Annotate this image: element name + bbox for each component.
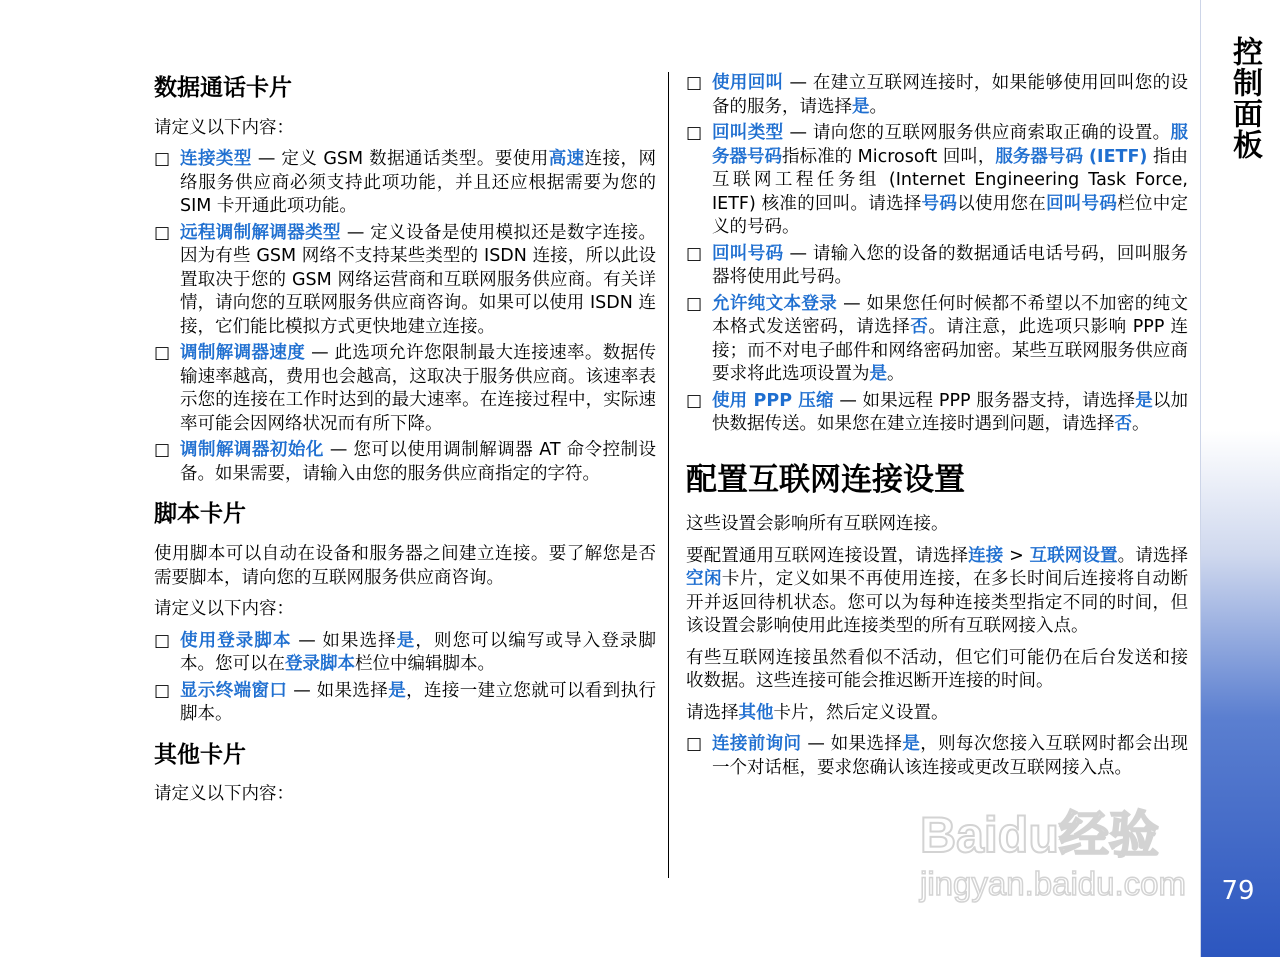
sidebar-title: 控制面板 bbox=[1227, 36, 1262, 160]
list-script bbox=[154, 630, 656, 727]
body-text: 这些设置会影响所有互联网连接。 bbox=[686, 514, 949, 535]
body-text: — 在建立互联网连接时，如果能够使用回叫您的设备的服务，请选择 bbox=[712, 73, 1189, 117]
list-item bbox=[154, 680, 656, 727]
highlight-term: 是 bbox=[1135, 390, 1153, 411]
checkbox-bullet-icon: □ bbox=[154, 149, 171, 170]
highlight-term: 高速 bbox=[548, 149, 585, 170]
highlight-term: 是 bbox=[902, 734, 921, 755]
body-text: ，连接一建立您就可以看到执行脚本。 bbox=[180, 680, 657, 724]
body-text: 。请注意，此选项只影响 PPP 连接；而不对电子邮件和网络密码加密。某些互联网服务供应商要求将此选项设置为 bbox=[712, 317, 1188, 384]
list-item bbox=[686, 243, 1188, 290]
list-item-text bbox=[712, 122, 1188, 240]
body-text: — 如果选择 bbox=[287, 680, 389, 701]
highlight-term: 回叫类型 bbox=[712, 123, 784, 143]
body-text: — 此选项允许您限制最大连接速率。数据传输速率越高，费用也会越高，这取决于服务供应商。该速率表示您的连接在工作时达到的最大速率。在连接过程中，实际速率可能会因网络状况而有所下降。 bbox=[180, 343, 657, 434]
para-script: 使用脚本可以自动在设备和服务器之间建立连接。要了解您是否需要脚本，请向您的互联网服务供应商咨询。 bbox=[154, 544, 656, 588]
list-item-text bbox=[180, 148, 656, 219]
checkbox-bullet-icon: □ bbox=[686, 123, 703, 143]
paragraph bbox=[686, 702, 1188, 726]
checkbox-bullet-icon: □ bbox=[154, 440, 171, 461]
body-text: 栏位中定义的号码。 bbox=[712, 193, 1189, 237]
highlight-term: 是 bbox=[396, 630, 416, 651]
watermark-logo: Baidu经验 bbox=[920, 807, 1159, 863]
intro-data-call: 请定义以下内容： bbox=[154, 117, 294, 138]
heading-data-call: 数据通话卡片 bbox=[154, 75, 292, 101]
body-text: — 请输入您的设备的数据通话电话号码，回叫服务器将使用此号码。 bbox=[712, 243, 1189, 287]
list-config bbox=[686, 733, 1188, 780]
intro-other: 请定义以下内容： bbox=[154, 784, 294, 805]
highlight-term: 否 bbox=[910, 317, 929, 337]
list-item bbox=[686, 72, 1188, 119]
body-text: 卡片，然后定义设置。 bbox=[773, 702, 949, 723]
highlight-term: 连接 bbox=[968, 545, 1004, 566]
highlight-term: 回叫号码 bbox=[1046, 193, 1118, 214]
body-text: 。请选择 bbox=[1117, 545, 1189, 566]
body-text: — 您可以使用调制解调器 AT 命令控制设备。如果需要，请输入由您的服务供应商指定的字符。 bbox=[180, 440, 656, 484]
body-text: 。 bbox=[1132, 414, 1150, 434]
list-callback bbox=[686, 72, 1188, 437]
body-text: 指由互联网工程任务组 (Internet Engineering Task Force, IETF) 核准的回叫。请选择 bbox=[712, 146, 1189, 214]
highlight-term: 使用回叫 bbox=[712, 73, 784, 93]
list-data-call bbox=[154, 148, 656, 486]
list-item-text bbox=[180, 680, 656, 727]
list-item-text bbox=[180, 630, 656, 677]
highlight-term: 登录脚本 bbox=[285, 654, 355, 674]
checkbox-bullet-icon: □ bbox=[154, 680, 171, 701]
list-item-text bbox=[180, 342, 656, 436]
list-item bbox=[154, 148, 656, 219]
body-text: 。 bbox=[887, 364, 905, 384]
paragraph bbox=[686, 647, 1188, 694]
highlight-term: 调制解调器初始化 bbox=[180, 440, 324, 461]
body-text: 连接，网络服务供应商必须支持此项功能，并且还应根据需要为您的 SIM 卡开通此项功能。 bbox=[180, 149, 657, 217]
list-item bbox=[154, 222, 656, 340]
list-item bbox=[154, 439, 656, 486]
checkbox-bullet-icon: □ bbox=[686, 73, 703, 93]
highlight-term: 远程调制解调器类型 bbox=[180, 222, 341, 243]
list-item bbox=[154, 342, 656, 436]
highlight-term: 空闲 bbox=[686, 569, 722, 590]
body-text: 以使用您在 bbox=[957, 193, 1047, 214]
right-column bbox=[686, 72, 1188, 783]
body-text: 栏位中编辑脚本。 bbox=[355, 654, 495, 674]
baidu-watermark bbox=[914, 800, 1194, 910]
body-text: 要配置通用互联网连接设置，请选择 bbox=[686, 545, 969, 566]
highlight-term: 允许纯文本登录 bbox=[712, 293, 838, 314]
checkbox-bullet-icon: □ bbox=[686, 390, 703, 411]
list-item bbox=[154, 630, 656, 677]
paras-config bbox=[686, 513, 1188, 725]
highlight-term: 服务器号码 (IETF) bbox=[995, 146, 1148, 167]
highlight-term: 连接前询问 bbox=[712, 734, 802, 755]
highlight-term: 是 bbox=[869, 364, 887, 384]
highlight-term: 是 bbox=[388, 680, 407, 701]
list-item-text bbox=[712, 72, 1188, 119]
body-text: 请选择 bbox=[686, 702, 739, 723]
body-text: — 如果选择 bbox=[801, 734, 903, 755]
list-item bbox=[686, 733, 1188, 780]
heading-config: 配置互联网连接设置 bbox=[686, 461, 965, 498]
list-item-text bbox=[712, 243, 1188, 290]
highlight-term: 显示终端窗口 bbox=[180, 680, 288, 701]
checkbox-bullet-icon: □ bbox=[154, 222, 171, 243]
intro-script: 请定义以下内容： bbox=[154, 599, 294, 619]
body-text: — 定义设备是使用模拟还是数字连接。因为有些 GSM 网络不支持某些类型的 ISDN 连接，所以此设置取决于您的 GSM 网络运营商和互联网服务供应商。有关详情，请向您的互联网服务供应商咨询。如果可以使用 ISDN 连接，它们能比模拟方式更快地建立连接。 bbox=[180, 222, 657, 337]
body-text: — 定义 GSM 数据通话类型。要使用 bbox=[251, 149, 549, 170]
body-text: ，则每次您接入互联网时都会出现一个对话框，要求您确认该连接或更改互联网接入点。 bbox=[712, 734, 1189, 778]
highlight-term: 服务器号码 bbox=[712, 123, 1189, 167]
highlight-term: 号码 bbox=[921, 193, 958, 214]
body-text: — 如果您任何时候都不希望以不加密的纯文本格式发送密码，请选择 bbox=[712, 293, 1189, 337]
heading-script: 脚本卡片 bbox=[154, 501, 246, 528]
checkbox-bullet-icon: □ bbox=[686, 734, 703, 755]
body-text: ，则您可以编写或导入登录脚本。您可以在 bbox=[180, 630, 657, 674]
list-item-text bbox=[180, 222, 656, 340]
body-text: — 如果远程 PPP 服务器支持，请选择 bbox=[833, 390, 1136, 411]
checkbox-bullet-icon: □ bbox=[154, 343, 171, 364]
highlight-term: 使用 PPP 压缩 bbox=[712, 390, 834, 411]
list-item-text bbox=[712, 293, 1188, 387]
body-text: 指标准的 Microsoft 回叫， bbox=[782, 146, 996, 167]
highlight-term: 回叫号码 bbox=[712, 243, 784, 264]
page-number: 79 bbox=[1221, 876, 1255, 906]
watermark-url: jingyan.baidu.com bbox=[920, 865, 1186, 902]
highlight-term: 使用登录脚本 bbox=[180, 630, 292, 651]
highlight-term: 是 bbox=[852, 96, 870, 117]
checkbox-bullet-icon: □ bbox=[686, 293, 703, 314]
paragraph bbox=[686, 545, 1188, 639]
highlight-term: 其他 bbox=[738, 702, 774, 723]
checkbox-bullet-icon: □ bbox=[686, 243, 703, 264]
heading-other: 其他卡片 bbox=[154, 741, 246, 768]
body-text: 。 bbox=[869, 96, 887, 117]
body-text: 有些互联网连接虽然看似不活动，但它们可能仍在后台发送和接收数据。这些连接可能会推迟断开连接的时间。 bbox=[686, 647, 1188, 692]
paragraph bbox=[686, 513, 1188, 537]
list-item bbox=[686, 122, 1188, 240]
checkbox-bullet-icon: □ bbox=[154, 630, 171, 651]
list-item-text bbox=[712, 733, 1188, 780]
list-item bbox=[686, 293, 1188, 387]
body-text: > bbox=[1003, 545, 1030, 566]
highlight-term: 调制解调器速度 bbox=[180, 343, 306, 364]
highlight-term: 互联网设置 bbox=[1029, 545, 1118, 566]
body-text: 卡片，定义如果不再使用连接，在多长时间后连接将自动断开并返回待机状态。您可以为每种连接类型指定不同的时间，但该设置会影响使用此连接类型的所有互联网接入点。 bbox=[686, 569, 1188, 637]
column-divider bbox=[668, 72, 669, 878]
highlight-term: 连接类型 bbox=[180, 149, 252, 170]
highlight-term: 否 bbox=[1114, 414, 1132, 434]
body-text: — 如果选择 bbox=[291, 630, 397, 651]
list-item-text bbox=[180, 439, 656, 486]
list-item-text bbox=[712, 390, 1188, 437]
list-item bbox=[686, 390, 1188, 437]
body-text: — 请向您的互联网服务供应商索取正确的设置。 bbox=[783, 123, 1171, 143]
left-column bbox=[154, 68, 656, 815]
body-text: 以加快数据传送。如果您在建立连接时遇到问题，请选择 bbox=[712, 390, 1188, 434]
